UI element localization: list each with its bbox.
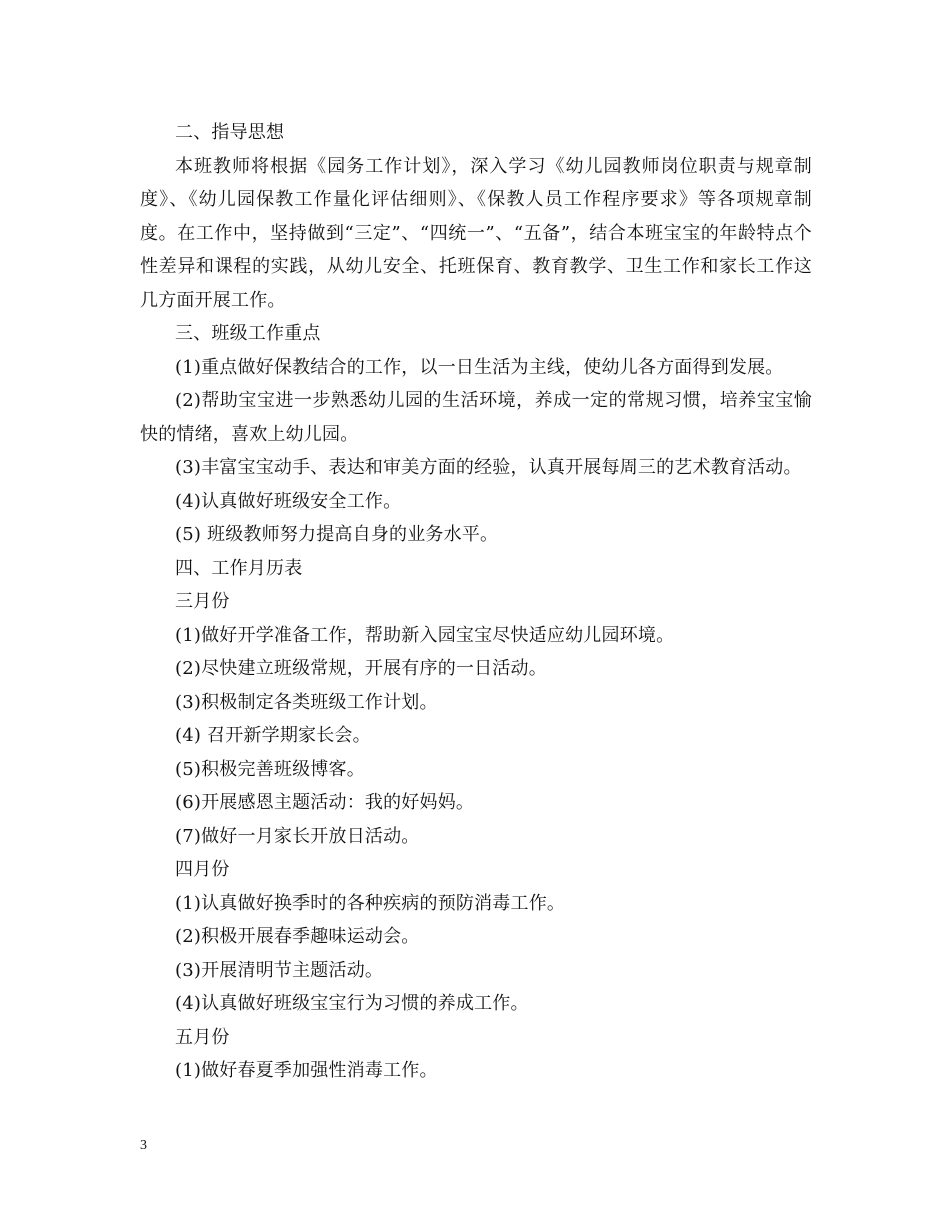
focus-item-1: (1)重点做好保教结合的工作，以一日生活为主线，使幼儿各方面得到发展。 <box>175 356 784 378</box>
focus-item-4: (4)认真做好班级安全工作。 <box>175 490 402 512</box>
focus-item-5: (5) 班级教师努力提高自身的业务水平。 <box>175 524 499 545</box>
april-item-2: (2)积极开展春季趣味运动会。 <box>175 926 420 947</box>
april-item-4: (4)认真做好班级宝宝行为习惯的养成工作。 <box>175 993 529 1014</box>
document-body <box>140 116 812 1088</box>
may-item-1: (1)做好春夏季加强性消毒工作。 <box>175 1060 438 1081</box>
section-heading-class-focus: 三、班级工作重点 <box>175 323 321 344</box>
page-number: 3 <box>140 1138 147 1153</box>
april-item-1: (1)认真做好换季时的各种疾病的预防消毒工作。 <box>175 892 566 914</box>
focus-item-3: (3)丰富宝宝动手、表达和审美方面的经验，认真开展每周三的艺术教育活动。 <box>175 457 802 478</box>
month-heading-may: 五月份 <box>175 1026 230 1048</box>
section-heading-monthly-calendar: 四、工作月历表 <box>175 557 303 579</box>
march-item-5: (5)积极完善班级博客。 <box>175 758 365 780</box>
section-heading-guiding-ideology: 二、指导思想 <box>175 122 285 143</box>
march-item-1: (1)做好开学准备工作，帮助新入园宝宝尽快适应幼儿园环境。 <box>175 624 675 646</box>
month-heading-april: 四月份 <box>175 859 230 880</box>
march-item-4: (4) 召开新学期家长会。 <box>175 725 371 746</box>
paragraph-guiding-ideology: 本班教师将根据《园务工作计划》，深入学习《幼儿园教师岗位职责与规章制度》、《幼儿园保教工作量化评估细则》、《保教人员工作程序要求》等各项规章制度。在工作中，坚持做到“三定”、“四统一”、“五备”，结合本班宝宝的年龄特点个性差异和课程的实践，从幼儿安全、托班保育、教育教学、卫生工作和家长工作这几方面开展工作。 <box>140 155 812 311</box>
focus-item-2: (2)帮助宝宝进一步熟悉幼儿园的生活环境，养成一定的常规习惯，培养宝宝愉快的情绪，喜欢上幼儿园。 <box>140 390 812 445</box>
march-item-7: (7)做好一月家长开放日活动。 <box>175 825 420 847</box>
march-item-6: (6)开展感恩主题活动：我的好妈妈。 <box>175 792 475 813</box>
march-item-2: (2)尽快建立班级常规，开展有序的一日活动。 <box>175 658 547 679</box>
march-item-3: (3)积极制定各类班级工作计划。 <box>175 691 438 713</box>
month-heading-march: 三月份 <box>175 591 230 612</box>
april-item-3: (3)开展清明节主题活动。 <box>175 959 384 981</box>
